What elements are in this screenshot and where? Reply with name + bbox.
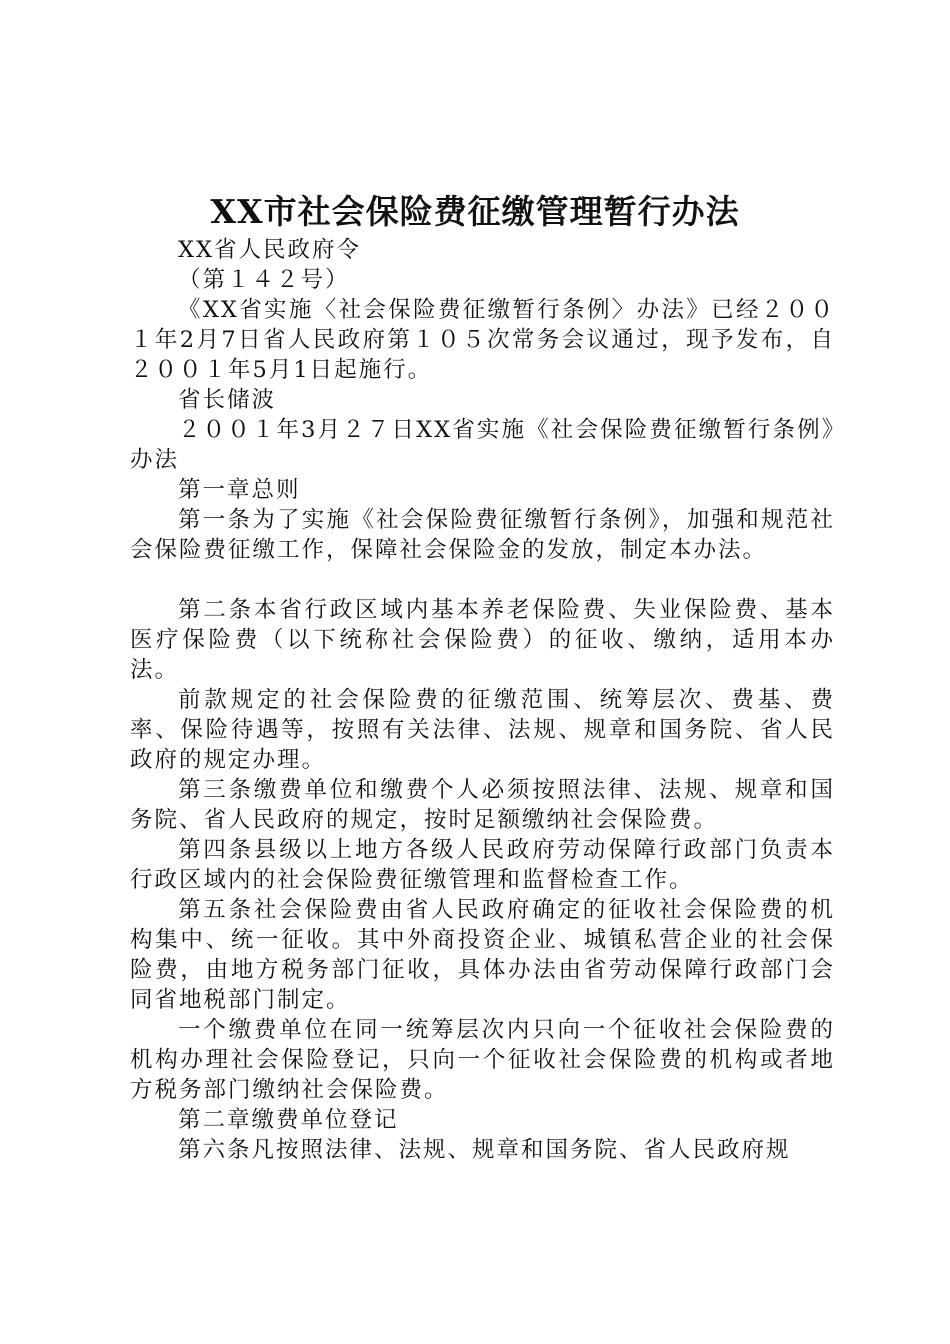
chapter-1-heading: 第一章总则 xyxy=(178,477,301,503)
paragraph-issuer: XX省人民政府令 xyxy=(178,237,362,263)
document-title: XX市社会保险费征缴管理暂行办法 xyxy=(210,192,740,231)
paragraph-date-title: ２００１年3月２７日XX省实施《社会保险费征缴暂行条例》办法 xyxy=(130,417,835,473)
article-6: 第六条凡按照法律、法规、规章和国务院、省人民政府规 xyxy=(178,1137,791,1163)
paragraph-signatory: 省长储波 xyxy=(178,387,277,413)
article-3: 第三条缴费单位和缴费个人必须按照法律、法规、规章和国务院、省人民政府的规定，按时足额缴纳社会保险费。 xyxy=(130,777,835,833)
document-body xyxy=(130,235,835,1165)
article-2-clause: 前款规定的社会保险费的征缴范围、统筹层次、费基、费率、保险待遇等，按照有关法律、法规、规章和国务院、省人民政府的规定办理。 xyxy=(130,687,835,773)
article-5-clause: 一个缴费单位在同一统筹层次内只向一个征收社会保险费的机构办理社会保险登记，只向一个征收社会保险费的机构或者地方税务部门缴纳社会保险费。 xyxy=(130,1017,835,1103)
chapter-2-heading: 第二章缴费单位登记 xyxy=(178,1107,399,1133)
paragraph-promulgation: 《XX省实施〈社会保险费征缴暂行条例〉办法》已经２００１年2月7日省人民政府第１０５次常务会议通过，现予发布，自２００１年5月1日起施行。 xyxy=(130,297,835,383)
article-1: 第一条为了实施《社会保险费征缴暂行条例》，加强和规范社会保险费征缴工作，保障社会保险金的发放，制定本办法。 xyxy=(130,507,835,563)
article-4: 第四条县级以上地方各级人民政府劳动保障行政部门负责本行政区域内的社会保险费征缴管理和监督检查工作。 xyxy=(130,837,835,893)
paragraph-order-number: （第１４２号） xyxy=(178,267,350,293)
article-2: 第二条本省行政区域内基本养老保险费、失业保险费、基本医疗保险费（以下统称社会保险费）的征收、缴纳，适用本办法。 xyxy=(130,597,835,683)
article-5: 第五条社会保险费由省人民政府确定的征收社会保险费的机构集中、统一征收。其中外商投资企业、城镇私营企业的社会保险费，由地方税务部门征收，具体办法由省劳动保障行政部门会同省地税部门制定。 xyxy=(130,897,835,1013)
